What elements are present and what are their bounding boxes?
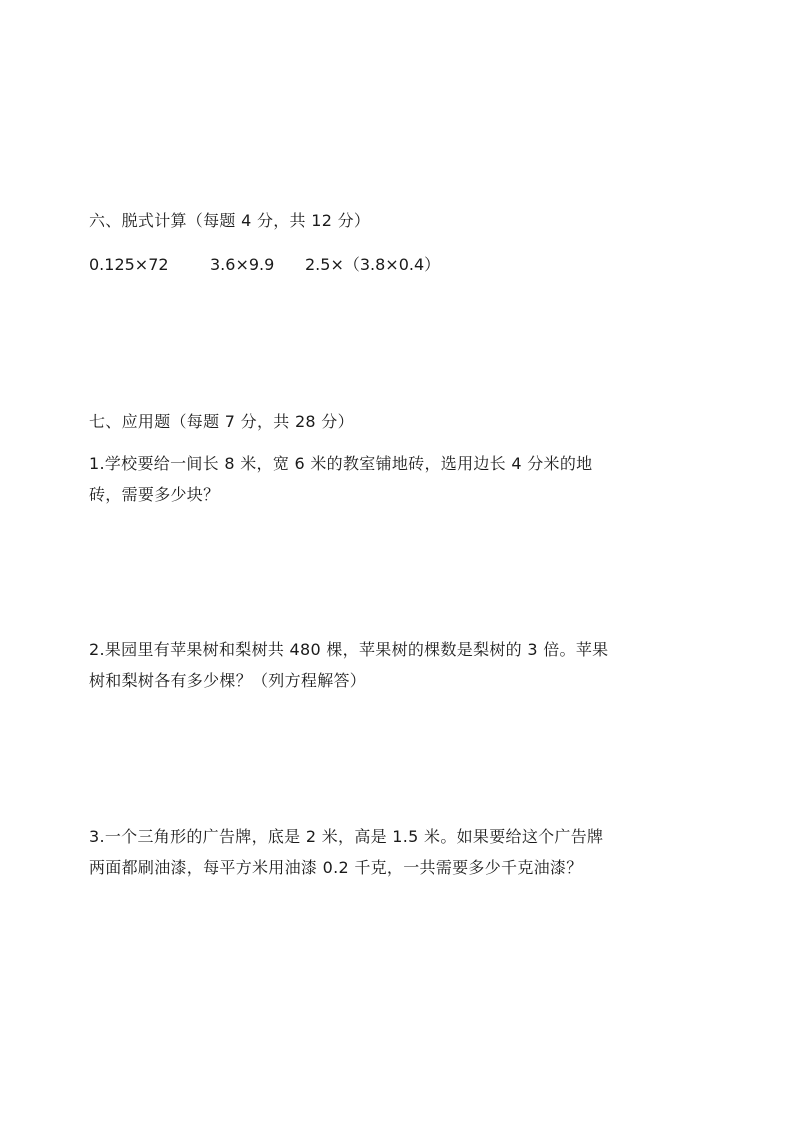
expression-2: 3.6×9.9 <box>210 255 275 274</box>
section7-heading: 七、应用题（每题 7 分，共 28 分） <box>89 412 354 431</box>
question-2-line-2: 树和梨树各有多少棵？（列方程解答） <box>89 671 367 690</box>
question-1-line-1: 1.学校要给一间长 8 米，宽 6 米的教室铺地砖，选用边长 4 分米的地 <box>89 454 593 473</box>
question-3-line-2: 两面都刷油漆，每平方米用油漆 0.2 千克，一共需要多少千克油漆？ <box>89 858 583 877</box>
expression-3: 2.5×（3.8×0.4） <box>305 255 441 274</box>
question-1-line-2: 砖，需要多少块？ <box>89 485 220 504</box>
question-3-line-1: 3.一个三角形的广告牌，底是 2 米，高是 1.5 米。如果要给这个广告牌 <box>89 827 604 846</box>
expression-1: 0.125×72 <box>89 255 169 274</box>
question-2-line-1: 2.果园里有苹果树和梨树共 480 棵，苹果树的棵数是梨树的 3 倍。苹果 <box>89 640 609 659</box>
section6-heading: 六、脱式计算（每题 4 分，共 12 分） <box>89 211 371 230</box>
